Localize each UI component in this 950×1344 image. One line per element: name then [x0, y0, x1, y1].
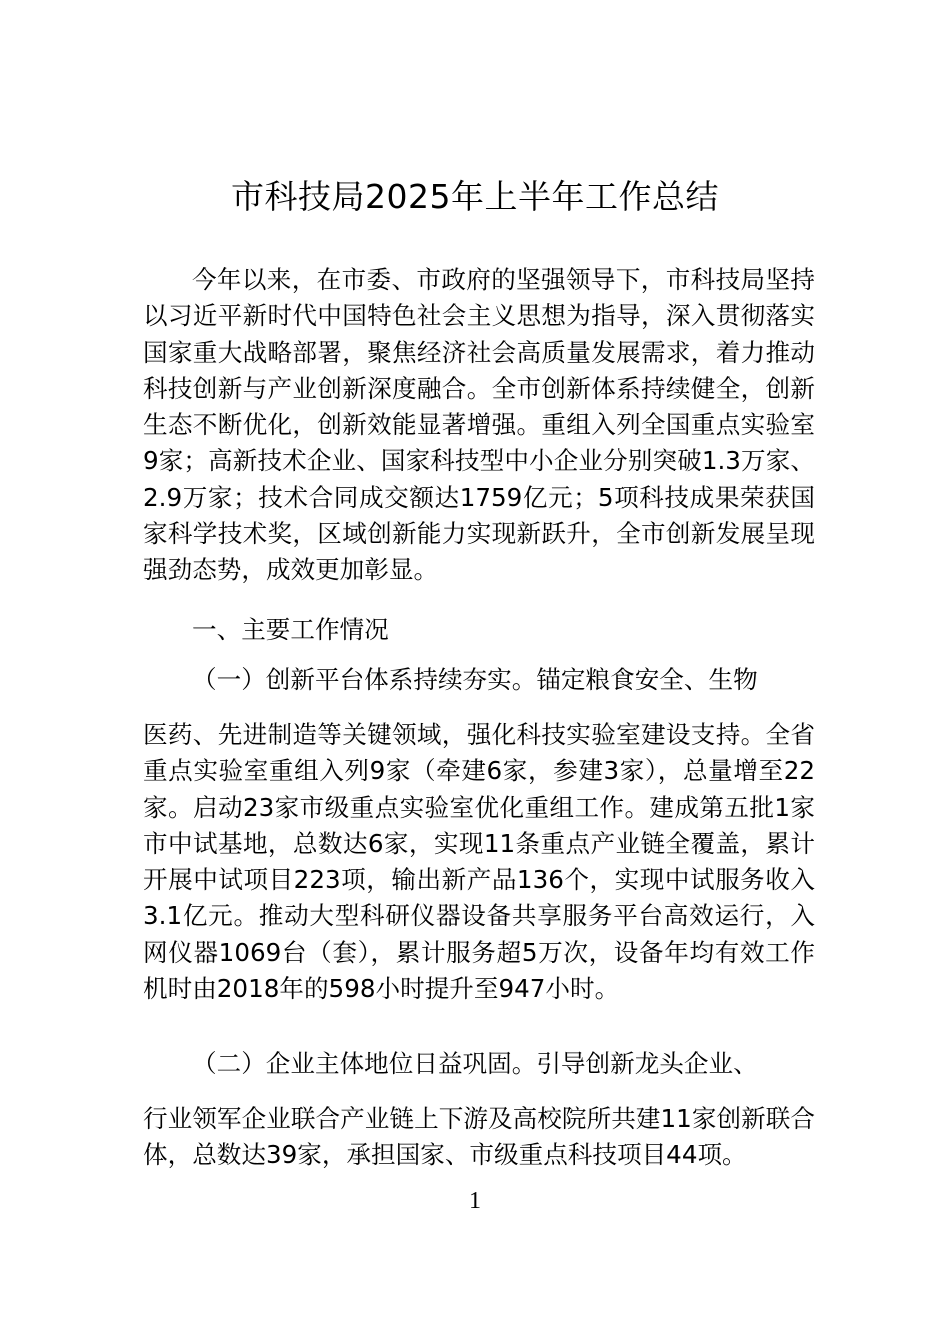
subsection-2-heading: （二）企业主体地位日益巩固。引导创新龙头企业、 — [192, 1049, 758, 1078]
page-title: 市科技局2025年上半年工作总结 — [231, 177, 719, 216]
subsection-1-paragraph: 医药、先进制造等关键领域，强化科技实验室建设支持。全省重点实验室重组入列9家（牵建6家，参建3家），总量增至22家。启动23家市级重点实验室优化重组工作。建成第五批1家市中试基地，总数达6家，实现11条重点产业链全覆盖，累计开展中试项目223项，输出新产品136个，实现中试服务收入3.1亿元。推动大型科研仪器设备共享服务平台高效运行，入网仪器1069台（套），累计服务超5万次，设备年均有效工作机时由2018年的598小时提升至947小时。 — [143, 720, 815, 1004]
subsection-1-heading: （一）创新平台体系持续夯实。锚定粮食安全、生物 — [192, 665, 758, 694]
page-number: 1 — [469, 1188, 481, 1214]
section-heading: 一、主要工作情况 — [192, 615, 389, 644]
intro-paragraph: 今年以来，在市委、市政府的坚强领导下，市科技局坚持以习近平新时代中国特色社会主义思想为指导，深入贯彻落实国家重大战略部署，聚焦经济社会高质量发展需求，着力推动科技创新与产业创新深度融合。全市创新体系持续健全，创新生态不断优化，创新效能显著增强。重组入列全国重点实验室9家；高新技术企业、国家科技型中小企业分别突破1.3万家、2.9万家；技术合同成交额达1759亿元；5项科技成果荣获国家科学技术奖，区域创新能力实现新跃升，全市创新发展呈现强劲态势，成效更加彰显。 — [143, 265, 815, 585]
subsection-2-paragraph: 行业领军企业联合产业链上下游及高校院所共建11家创新联合体，总数达39家，承担国家、市级重点科技项目44项。 — [143, 1104, 815, 1170]
